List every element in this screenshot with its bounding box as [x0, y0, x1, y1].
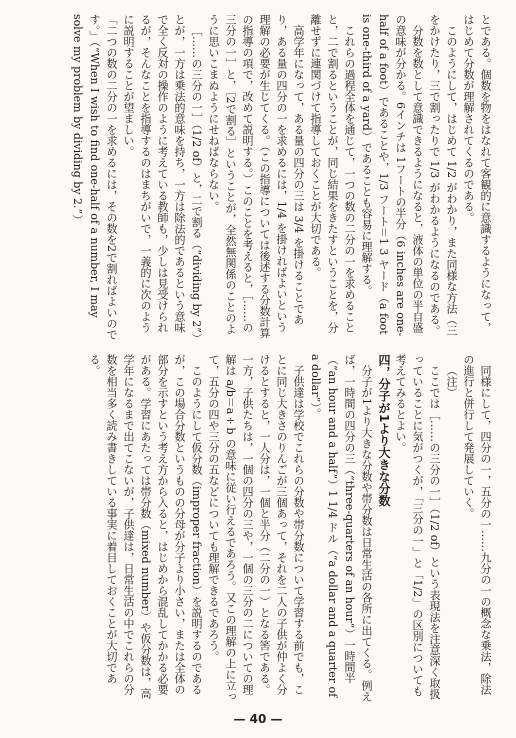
paragraph: このようにして仮分数（improper fraction）を説明するのであるが，この場合分数というものの分母が分子より小さい，または全体の部分を示すという考え方から入ると，はじめから混乱してかかる必要がある。学習にあたっては帯分数（mixed number）や仮分数は，高学年になるまで出てこないが，子供達は，日常生活の中でこれらの分数を相当多く読み書きしている事実に着目しておくことが大切である。	[88, 354, 203, 699]
page-number: — 40 —	[233, 712, 283, 726]
paragraph: 子供達は学校でこれらの分数や帯分数について学習する前でも，ことに同じ大きさのりんごが三個あって，それを二人の子供が仲よく分けるとすると，一人分は，一個と半分（二分の一）となる筈である。一方，子供たちは，一個の四分の三や，一個の三分の二についての理解は a/b＝a÷b の意味に従い行えるであろう。又この理解の上に立って，五分の四や三分の五などについても理解できるであろう。	[207, 354, 305, 702]
paragraph: このようにして，はじめて 1/2 がわかり，また同様な方法（三をかけたり，三で割ったりで 1/3 がわかるようになるのである。	[428, 14, 458, 336]
upper-text-block	[18, 14, 494, 342]
paragraph: 分数を数として意識できるようになると，液体の単位の半自盛の意味が分かる。6インチは 1フートの半分（6 inches are one-half of a foot）であることや，1/3 フート＝1 3 ヤード（a foot is one-third of a yard）であることも容易に理解する。	[360, 14, 424, 337]
paragraph: 「二つの数の二分の一を求めるには，その数を2で割ればよいのです。」（“When I wish to find one-half of a number, I may solve my problem by dividing by 2.”）	[71, 14, 118, 340]
section-heading: 四，分子が1より大きな分数	[377, 354, 391, 507]
paragraph: 同様にして，四分の一，五分の一……九分の一の概念な乗法，除法の進行と併行して発展していく。	[462, 354, 492, 695]
paragraph: ここでは［……の三分の一］（1/2 of）という表現法を注意深く取扱っていることに気がつくが，「三分の一」と「1/2」の区別についても考えてみるとよい。	[394, 354, 441, 700]
paragraph: ［……の三分の一］（1/2 of）と，二で割る（“dividing by 2”）とが，一方は乗法的意味を持ち，一方は除法的であるという意味で全く反対の操作のように考えている教師も，少しは見受けられるが，そんなことを指導するのはまちがいで，一義的に次のように説明することが望ましい。	[122, 14, 203, 339]
paragraph: とである。個数を物をはなれて客観的に意識するようになって，はじめて分数が理解されてくるのである。	[462, 14, 492, 333]
lower-text-block	[18, 354, 494, 704]
note-label: （注）	[445, 365, 458, 398]
paragraph: 分子が1より大きな分数や帯分数は日常生活の各所に出てくる。例えば，一時間の四分の三（“three-quarters of an hour”）一時間半（“an hour and a half”）1 1/4 ドル（“a dollar and a quarter of a dollar”）。	[309, 354, 373, 702]
paragraph: 高学年になって，ある量の四分の三は 3/4 を掛けることであり，ある量の四分の一を求めるには，1/4 を掛ければよいという理解の必要が生じてくる。（この指導については後述する分数計算の指導の項で，改めて説明する。）このことを考えると，［……の三分の一］と，［2で割る］ということが，全然無関係のことのように思いこまぬようにせねばならない。	[207, 14, 305, 339]
paragraph: これらの過程全体を通じて，一つの数の二分の一を求めることと，二で割るということが，同じ結果をきたすということを，分離せずに連関づけて指導しておくことが大切である。	[309, 14, 356, 333]
